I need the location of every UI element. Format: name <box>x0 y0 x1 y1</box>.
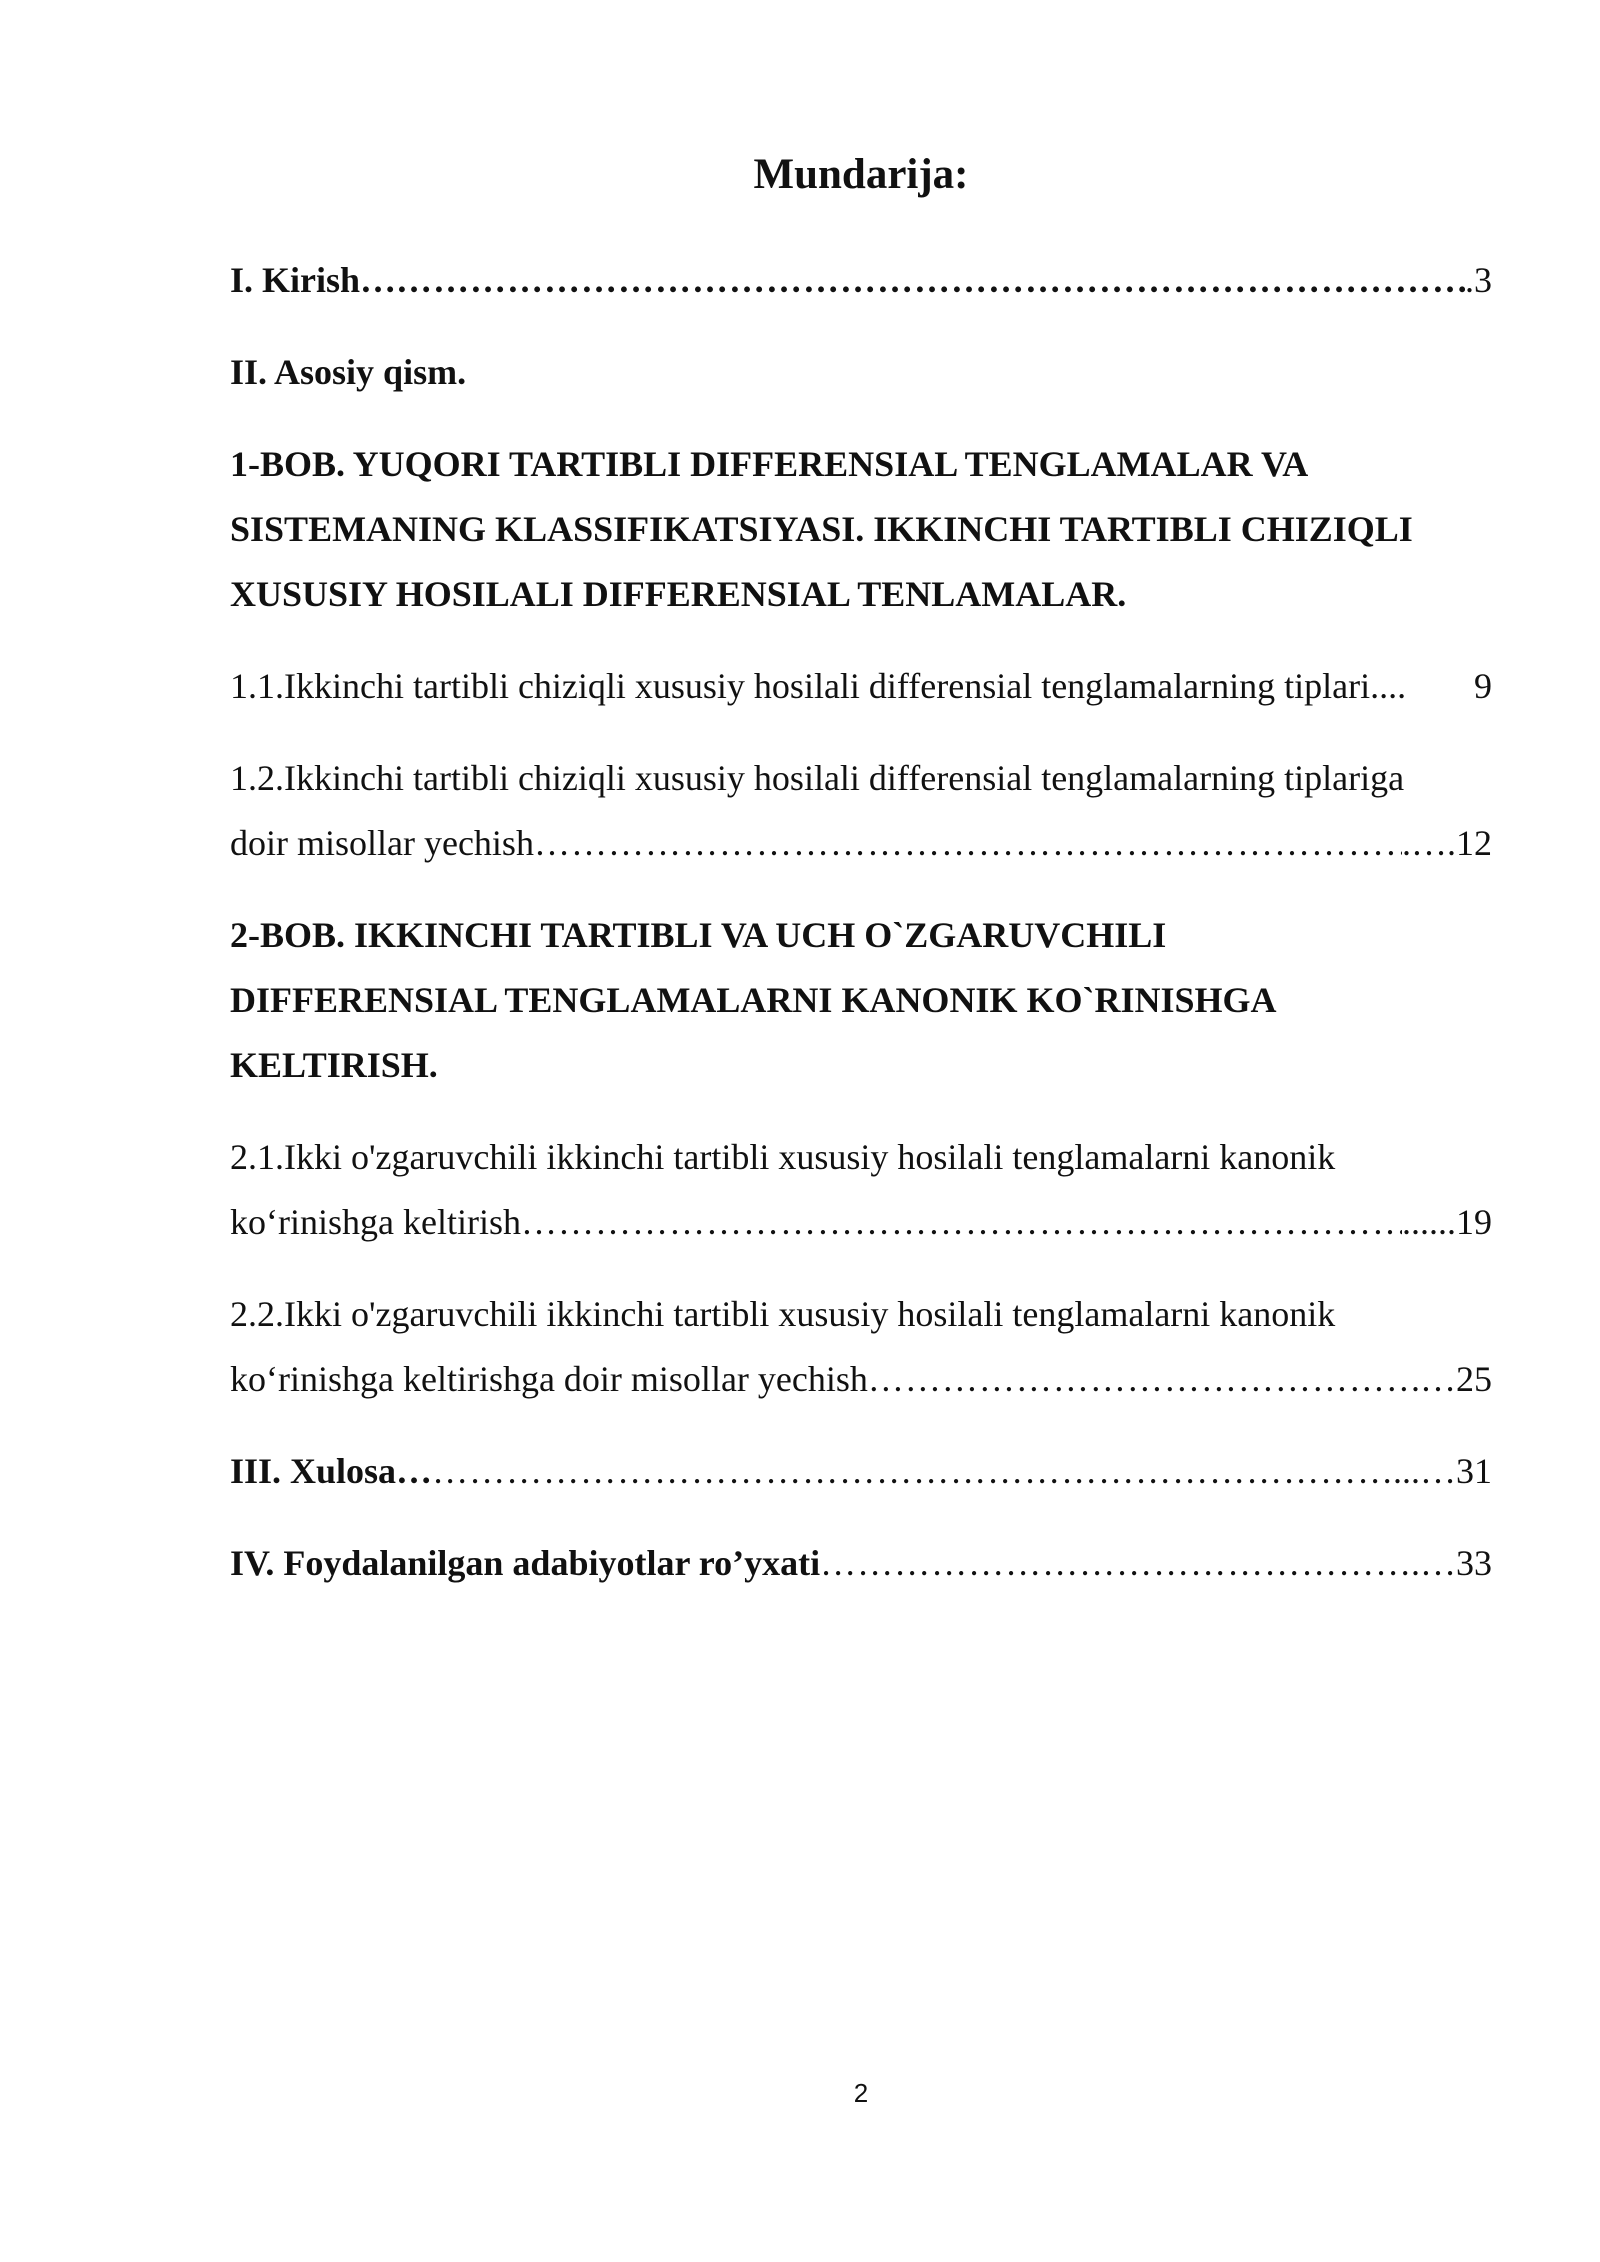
toc-page-number: .….12 <box>1402 823 1492 863</box>
leader-dots <box>432 1439 1393 1504</box>
toc-entry-2-1 <box>230 1125 1492 1255</box>
leader-dots <box>396 248 1465 313</box>
chapter-heading-line: XUSUSIY HOSILALI DIFFERENSIAL TENLAMALAR. <box>230 574 1127 614</box>
toc-entry-label: 1.1.Ikkinchi tartibli chiziqli xususiy hosilali differensial tenglamalarning tiplari.... <box>230 666 1407 706</box>
chapter-heading-line: 2-BOB. IKKINCHI TARTIBLI VA UCH O`ZGARUVCHILI <box>230 915 1167 955</box>
page-number: 2 <box>853 2078 869 2108</box>
toc-entry-first-line: 1.2.Ikkinchi tartibli chiziqli xususiy hosilali differensial tenglamalarning tiplariga <box>230 758 1405 798</box>
toc-page-number: .…33 <box>1411 1543 1492 1583</box>
toc-title: Mundarija: <box>753 151 969 198</box>
chapter-heading-line: 1-BOB. YUQORI TARTIBLI DIFFERENSIAL TENGLAMALAR VA <box>230 444 1309 484</box>
chapter-heading-line: SISTEMANING KLASSIFIKATSIYASI. IKKINCHI TARTIBLI CHIZIQLI <box>230 509 1413 549</box>
toc-chapter-2-heading <box>230 903 1492 1098</box>
toc-section-heading <box>230 340 1492 405</box>
chapter-heading-line: DIFFERENSIAL TENGLAMALARNI KANONIK KO`RINISHGA <box>230 980 1277 1020</box>
toc-entry-label: I. Kirish… <box>230 260 397 300</box>
toc-page-number: .…25 <box>1411 1359 1492 1399</box>
leader-dots <box>868 1347 1411 1412</box>
chapter-heading-line: KELTIRISH. <box>230 1045 438 1085</box>
leader-dots <box>534 811 1402 876</box>
toc-page-number: .3 <box>1465 260 1492 300</box>
toc-entry-1-2 <box>230 746 1492 876</box>
toc-page-number: 9 <box>1474 666 1492 706</box>
toc-chapter-1-heading <box>230 432 1492 627</box>
toc-entry-2-2 <box>230 1282 1492 1412</box>
toc-entry-label: III. Xulosa… <box>230 1451 433 1491</box>
toc-entry-1-1 <box>230 654 1492 719</box>
leader-dots <box>521 1190 1402 1255</box>
toc-entry-xulosa <box>230 1439 1492 1504</box>
toc-entry-adabiyotlar <box>230 1531 1492 1596</box>
toc-entry-first-line: 2.2.Ikki o'zgaruvchili ikkinchi tartibli xususiy hosilali tenglamalarni kanonik <box>230 1294 1336 1334</box>
leader-dots <box>820 1531 1411 1596</box>
toc-entry-label: doir misollar yechish <box>230 823 534 863</box>
table-of-contents <box>230 248 1492 1623</box>
toc-entry-label: IV. Foydalanilgan adabiyotlar ro’yxati <box>230 1543 821 1583</box>
toc-page-number: ...…31 <box>1393 1451 1492 1491</box>
toc-entry-label: ko‘rinishga keltirishga doir misollar yechish <box>230 1359 868 1399</box>
toc-entry-kirish <box>230 248 1492 313</box>
section-heading-text: II. Asosiy qism. <box>230 352 467 392</box>
toc-entry-first-line: 2.1.Ikki o'zgaruvchili ikkinchi tartibli xususiy hosilali tenglamalarni kanonik <box>230 1137 1336 1177</box>
toc-page-number: ......19 <box>1402 1202 1492 1242</box>
toc-entry-label: ko‘rinishga keltirish <box>230 1202 521 1242</box>
